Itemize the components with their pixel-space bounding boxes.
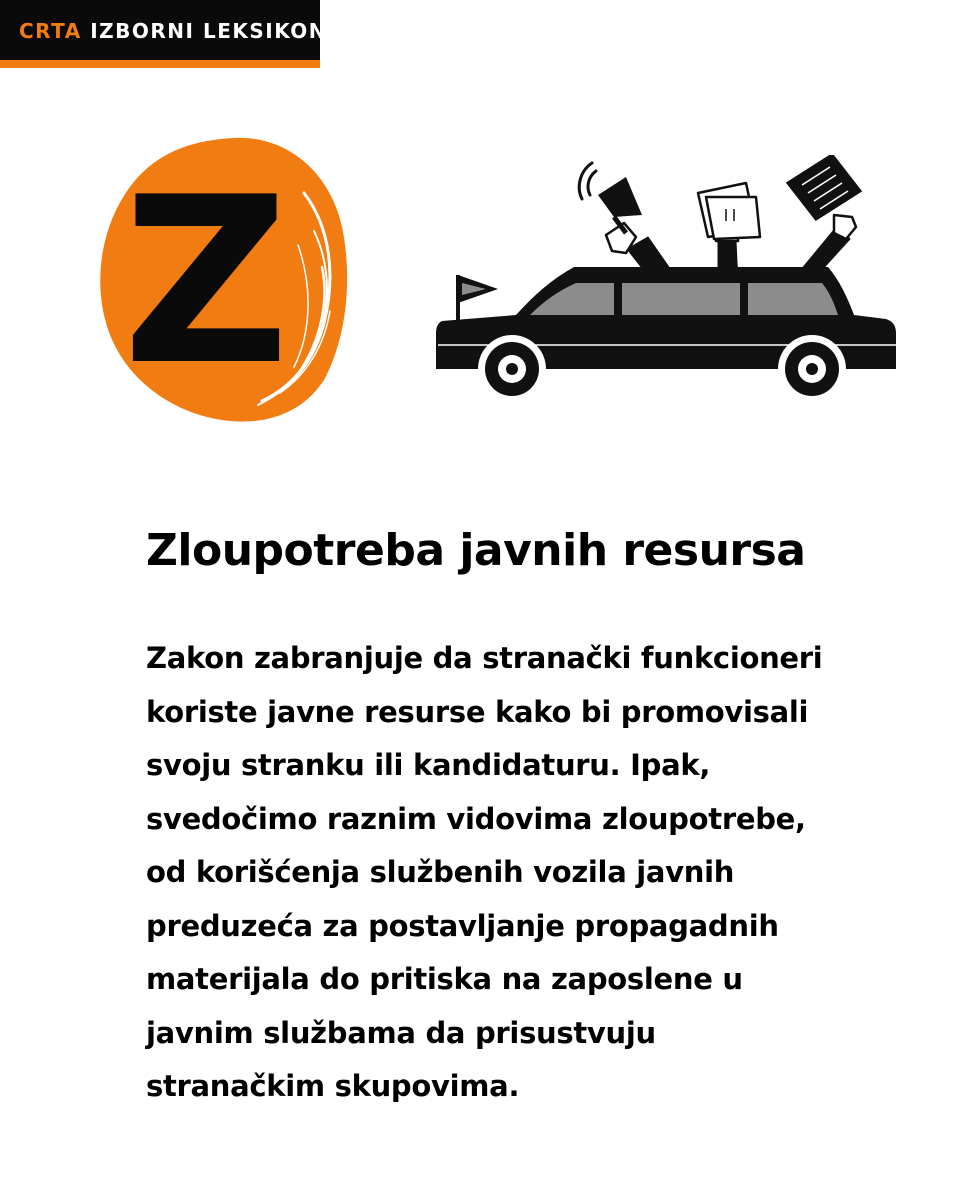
body-line: od korišćenja službenih vozila javnih [146,855,735,889]
body-line: svedočimo raznim vidovima zloupotrebe, [146,801,806,836]
leaflets-icon [698,183,760,239]
body-line: Zakon zabranjuje da stranački funkcioneri [146,641,823,675]
body-line: svoju stranku ili kandidaturu. Ipak, [146,748,711,782]
car-with-megaphone-and-leaflets-icon [430,155,900,410]
body-line: stranačkim skupovima. [146,1069,520,1103]
letter-z-mark [98,135,348,425]
entry-title: Zloupotreba javnih resursa [146,525,806,576]
body-line: preduzeća za postavljanje propagadnih [146,908,779,943]
series-name: IZBORNI LEKSIKON [90,19,328,43]
body-line: materijala do pritiska na zaposlene u [146,962,743,996]
body-line: javnim službama da prisustvuju [146,1015,656,1050]
placard-icon [788,155,860,219]
entry-body [146,632,926,1114]
header-label [19,19,327,43]
megaphone-icon [579,163,642,233]
header-badge [0,0,328,68]
brand-name: CRTA [19,19,82,43]
body-line: koriste javne resurse kako bi promovisali [146,694,809,729]
letter-z: Z [122,149,290,416]
